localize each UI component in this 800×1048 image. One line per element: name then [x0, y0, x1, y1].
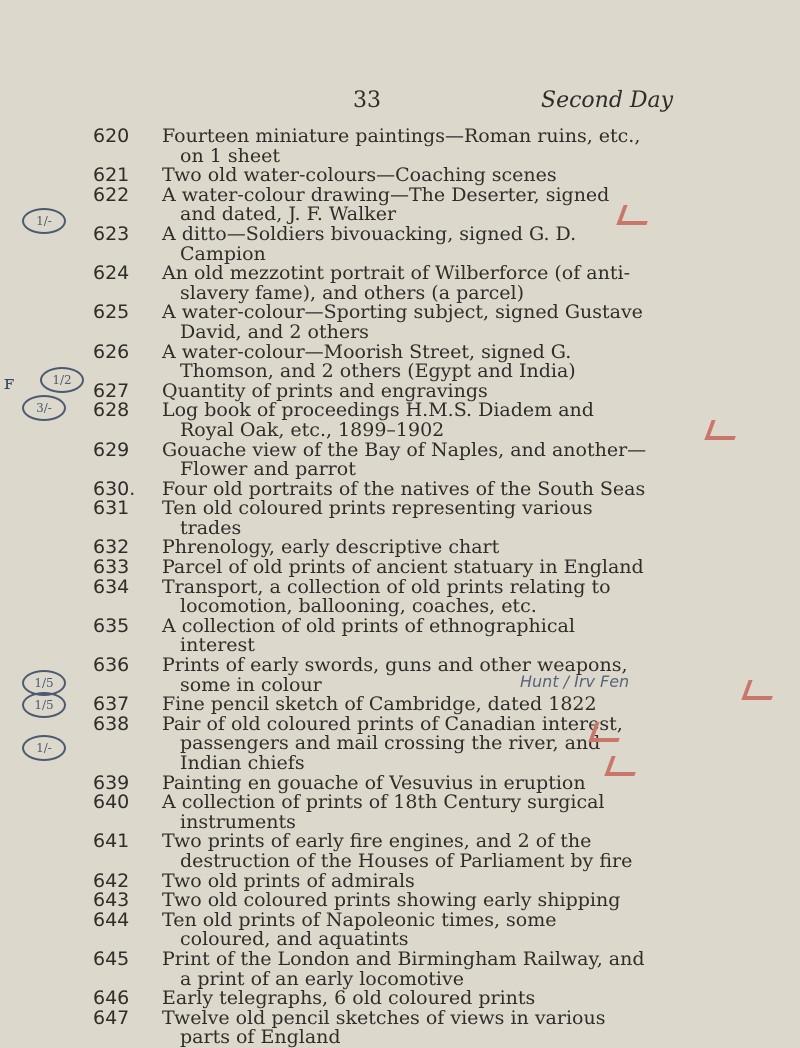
price-note-639: 1/5: [22, 670, 66, 696]
lot-643: [0, 891, 800, 911]
lot-description: Phrenology, early descriptive chart: [162, 536, 500, 559]
lot-description: Ten old coloured prints representing various trades: [162, 497, 593, 539]
lot-628: [0, 401, 800, 440]
lot-description: Log book of proceedings H.M.S. Diadem and Royal Oak, etc., 1899–1902: [162, 399, 594, 441]
lot-description: Fourteen miniature paintings—Roman ruins, etc., on 1 sheet: [162, 125, 641, 167]
lot-number: 630.: [93, 477, 136, 500]
price-note-628: 1/2: [40, 367, 84, 393]
price-note-623: 1/-: [22, 208, 66, 234]
lot-number: 635: [93, 614, 130, 637]
lot-624: [0, 264, 800, 303]
lot-description: Two old water-colours—Coaching scenes: [162, 164, 557, 187]
lot-list: [0, 127, 800, 1048]
lot-number: 643: [93, 889, 130, 912]
lot-description: Early telegraphs, 6 old coloured prints: [162, 987, 536, 1010]
day-title: Second Day: [541, 88, 674, 113]
lot-description: A collection of prints of 18th Century surgical instruments: [162, 791, 605, 833]
lot-number: 646: [93, 987, 130, 1010]
lot-number: 647: [93, 1006, 130, 1029]
lot-number: 622: [93, 183, 130, 206]
lot-number: 636: [93, 654, 130, 677]
page-header: [0, 88, 800, 118]
lot-number: 626: [93, 340, 130, 363]
lot-description: Gouache view of the Bay of Naples, and another—Flower and parrot: [162, 438, 647, 481]
lot-description: An old mezzotint portrait of Wilberforce (of anti-slavery fame), and others (a parcel): [162, 262, 630, 304]
price-note-629: 3/-: [22, 395, 66, 421]
lot-641: [0, 832, 800, 871]
lot-637: [0, 695, 800, 715]
lot-description: Fine pencil sketch of Cambridge, dated 1822: [162, 693, 597, 716]
lot-description: Two old coloured prints showing early shipping: [162, 889, 621, 912]
lot-description: Prints of early swords, guns and other weapons, some in colour: [162, 654, 628, 696]
lot-description: A ditto—Soldiers bivouacking, signed G. D. Campion: [162, 222, 577, 265]
lot-631: [0, 499, 800, 538]
lot-description: Parcel of old prints of ancient statuary in England: [162, 556, 644, 579]
page-number: 33: [353, 88, 381, 113]
lot-description: Print of the London and Birmingham Railway, and a print of an early locomotive: [162, 947, 645, 990]
lot-number: 638: [93, 712, 130, 735]
lot-646: [0, 989, 800, 1009]
lot-626: [0, 340, 800, 383]
lot-634: [0, 575, 800, 618]
lot-622: [0, 183, 800, 226]
lot-number: 639: [93, 771, 130, 794]
lot-description: A collection of old prints of ethnographical interest: [162, 614, 575, 657]
lot-description: Ten old prints of Napoleonic times, some coloured, and aquatints: [162, 908, 557, 951]
lot-number: 642: [93, 869, 130, 892]
lot-number: 625: [93, 301, 130, 324]
lot-647: [0, 1006, 800, 1048]
lot-description: Four old portraits of the natives of the South Seas: [162, 477, 646, 500]
lot-number: 627: [93, 379, 130, 402]
lot-description: Two old prints of admirals: [162, 869, 415, 892]
lot-description: Twelve old pencil sketches of views in various parts of England: [162, 1006, 606, 1048]
lot-number: 629: [93, 438, 130, 461]
lot-644: [0, 908, 800, 951]
lot-number: 632: [93, 536, 130, 559]
lot-description: A water-colour drawing—The Deserter, signed and dated, J. F. Walker: [162, 183, 610, 226]
margin-f-mark-icon: ꜰ: [4, 370, 15, 394]
lot-description: A water-colour—Moorish Street, signed G. Thomson, and 2 others (Egypt and India): [162, 340, 576, 383]
lot-number: 631: [93, 497, 130, 520]
lot-620: [0, 127, 800, 166]
lot-number: 633: [93, 556, 130, 579]
lot-633: [0, 558, 800, 578]
lot-number: 624: [93, 262, 130, 285]
lot-number: 628: [93, 399, 130, 422]
lot-635: [0, 614, 800, 657]
price-note-641: 1/-: [22, 735, 66, 761]
lot-638: [0, 712, 800, 774]
lot-number: 644: [93, 908, 130, 931]
lot-629: [0, 438, 800, 481]
lot-number: 641: [93, 830, 130, 853]
lot-623: [0, 222, 800, 265]
price-note-640: 1/5: [22, 692, 66, 718]
lot-number: 621: [93, 164, 130, 187]
lot-640: [0, 793, 800, 832]
lot-description: Two prints of early fire engines, and 2 of the destruction of the Houses of Parliament by fire: [162, 830, 633, 872]
lot-number: 640: [93, 791, 130, 814]
lot-description: Transport, a collection of old prints relating to locomotion, ballooning, coaches, etc.: [162, 575, 611, 618]
lot-number: 645: [93, 947, 130, 970]
lot-description: Painting en gouache of Vesuvius in eruption: [162, 771, 586, 794]
lot-636: [0, 656, 800, 695]
lot-621: [0, 166, 800, 186]
lot-number: 637: [93, 693, 130, 716]
lot-description: Pair of old coloured prints of Canadian interest, passengers and mail crossing the river, and Indian chiefs: [162, 712, 623, 774]
lot-number: 620: [93, 125, 130, 147]
lot-description: Quantity of prints and engravings: [162, 379, 488, 402]
handwritten-note-639: Hunt / Irv Fen: [520, 672, 630, 691]
lot-625: [0, 303, 800, 342]
lot-number: 623: [93, 222, 130, 245]
lot-number: 634: [93, 575, 130, 598]
lot-645: [0, 947, 800, 990]
lot-description: A water-colour—Sporting subject, signed Gustave David, and 2 others: [162, 301, 643, 343]
